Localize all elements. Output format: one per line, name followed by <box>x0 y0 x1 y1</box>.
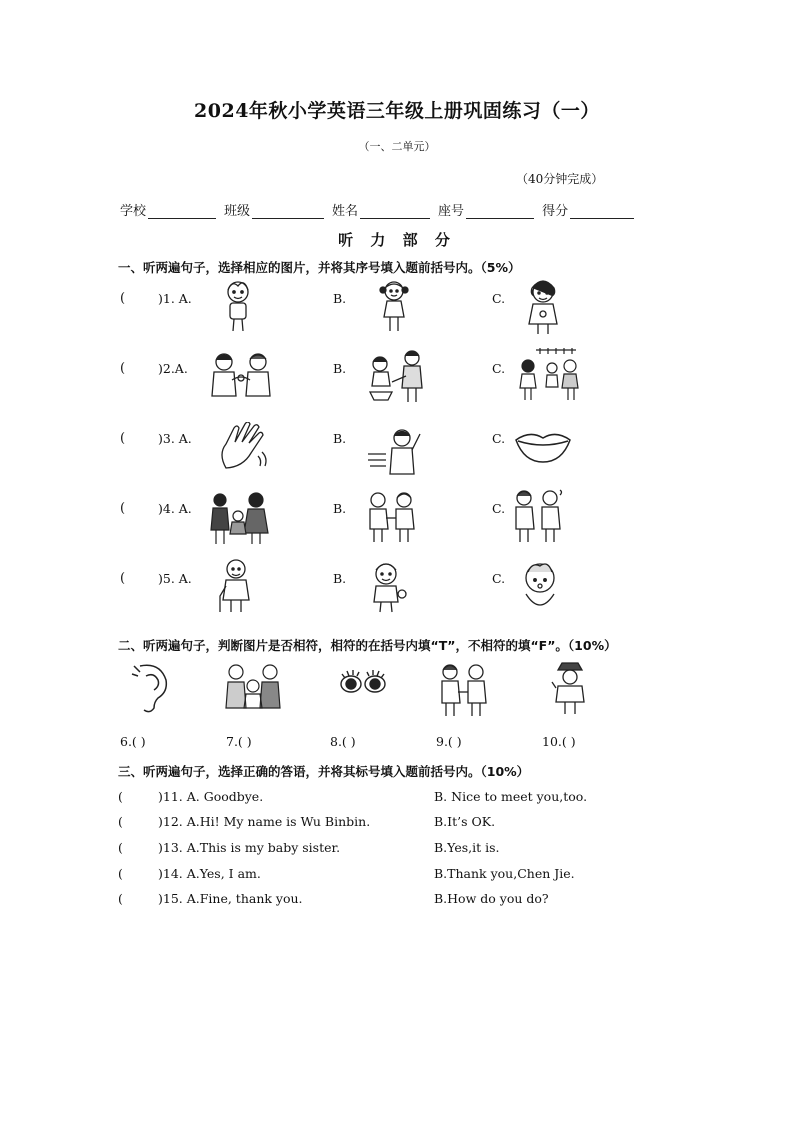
police-officer-picture <box>550 660 590 720</box>
part3-heading: 三、听两遍句子，选择正确的答语，并将其标号填入题前括号内。（10%） <box>118 764 530 779</box>
teacher-picture <box>520 278 566 336</box>
option-b-label: B. <box>333 431 347 446</box>
answer-paren[interactable]: ( <box>118 891 123 906</box>
eyes-picture <box>338 660 388 704</box>
question-number: )5. A. <box>158 571 192 586</box>
option-b: B.Thank you,Chen Jie. <box>434 866 575 881</box>
name-blank[interactable] <box>360 204 430 219</box>
info-label: 班级 <box>224 204 251 219</box>
option-c-label: C. <box>492 571 506 586</box>
handshake-picture <box>364 488 418 544</box>
hand-picture <box>214 422 270 476</box>
question-number: )2.A. <box>158 361 188 376</box>
score-blank[interactable] <box>570 204 634 219</box>
option-c-label: C. <box>492 501 506 516</box>
answer-paren[interactable]: ( <box>120 571 126 586</box>
answer-paren[interactable]: ( <box>118 814 123 829</box>
option-a: )11. A. Goodbye. <box>158 789 264 804</box>
part1-heading: 一、听两遍句子，选择相应的图片，并将其序号填入题前括号内。（5%） <box>118 260 521 275</box>
question-number: )3. A. <box>158 431 192 446</box>
option-b-label: B. <box>333 361 347 376</box>
option-b-label: B. <box>333 291 347 306</box>
student-info-line <box>120 200 660 219</box>
kids-playing-picture <box>364 346 434 404</box>
answer-paren[interactable]: ( <box>118 840 123 855</box>
option-b-label: B. <box>333 501 347 516</box>
option-c-label: C. <box>492 431 506 446</box>
option-b-label: B. <box>333 571 347 586</box>
person-back-view-picture <box>366 424 426 476</box>
response-row-12 <box>118 814 678 838</box>
info-score <box>542 200 634 219</box>
response-row-15 <box>118 891 678 915</box>
answer-paren[interactable]: ( <box>120 361 126 376</box>
option-c-label: C. <box>492 361 506 376</box>
girl-with-flower-picture <box>364 558 410 614</box>
page-subtitle: （一、二单元） <box>358 140 436 153</box>
info-label: 座号 <box>438 204 465 219</box>
info-label: 学校 <box>120 204 147 219</box>
girl-picture <box>374 278 414 334</box>
info-name <box>332 200 430 219</box>
response-row-14 <box>118 866 678 890</box>
baby-picture <box>518 560 562 614</box>
option-b: B.It’s OK. <box>434 814 496 829</box>
response-row-13 <box>118 840 678 864</box>
family-picture <box>208 488 270 546</box>
old-woman-picture <box>218 278 258 334</box>
info-label: 得分 <box>542 204 569 219</box>
tf-answer-10[interactable]: 10.( ) <box>542 734 576 749</box>
children-waving-picture <box>516 346 586 404</box>
seat-blank[interactable] <box>466 204 534 219</box>
tf-answer-7[interactable]: 7.( ) <box>226 734 252 749</box>
option-b: B. Nice to meet you,too. <box>434 789 588 804</box>
answer-paren[interactable]: ( <box>118 866 123 881</box>
answer-paren[interactable]: ( <box>120 501 126 516</box>
option-a: )14. A.Yes, I am. <box>158 866 261 881</box>
question-number: )1. A. <box>158 291 192 306</box>
ear-picture <box>130 660 174 718</box>
option-c-label: C. <box>492 291 506 306</box>
school-blank[interactable] <box>148 204 216 219</box>
answer-paren[interactable]: ( <box>118 789 123 804</box>
section-title: 听 力 部 分 <box>338 231 456 249</box>
grandpa-with-cane-picture <box>212 556 258 614</box>
option-b: B.How do you do? <box>434 891 549 906</box>
time-limit: （40分钟完成） <box>516 172 604 186</box>
two-people-greeting-picture <box>206 348 276 404</box>
tf-answer-8[interactable]: 8.( ) <box>330 734 356 749</box>
option-a: )13. A.This is my baby sister. <box>158 840 341 855</box>
response-row-11 <box>118 789 678 813</box>
option-b: B.Yes,it is. <box>434 840 500 855</box>
option-a: )15. A.Fine, thank you. <box>158 891 303 906</box>
family-portrait-picture <box>222 660 284 716</box>
two-men-talking-picture <box>510 486 566 544</box>
mouth-picture <box>514 428 572 464</box>
info-school <box>120 200 216 219</box>
info-seat <box>438 200 534 219</box>
answer-paren[interactable]: ( <box>120 291 126 306</box>
tf-answer-6[interactable]: 6.( ) <box>120 734 146 749</box>
tf-answer-9[interactable]: 9.( ) <box>436 734 462 749</box>
info-class <box>224 200 324 219</box>
two-men-shaking-hands-picture <box>436 660 490 720</box>
info-label: 姓名 <box>332 204 359 219</box>
part2-heading: 二、听两遍句子，判断图片是否相符，相符的在括号内填“T”，不相符的填“F”。（10%） <box>118 638 617 653</box>
option-a: )12. A.Hi! My name is Wu Binbin. <box>158 814 371 829</box>
question-number: )4. A. <box>158 501 192 516</box>
page-title: 2024年秋小学英语三年级上册巩固练习（一） <box>194 100 600 122</box>
class-blank[interactable] <box>252 204 324 219</box>
answer-paren[interactable]: ( <box>120 431 126 446</box>
